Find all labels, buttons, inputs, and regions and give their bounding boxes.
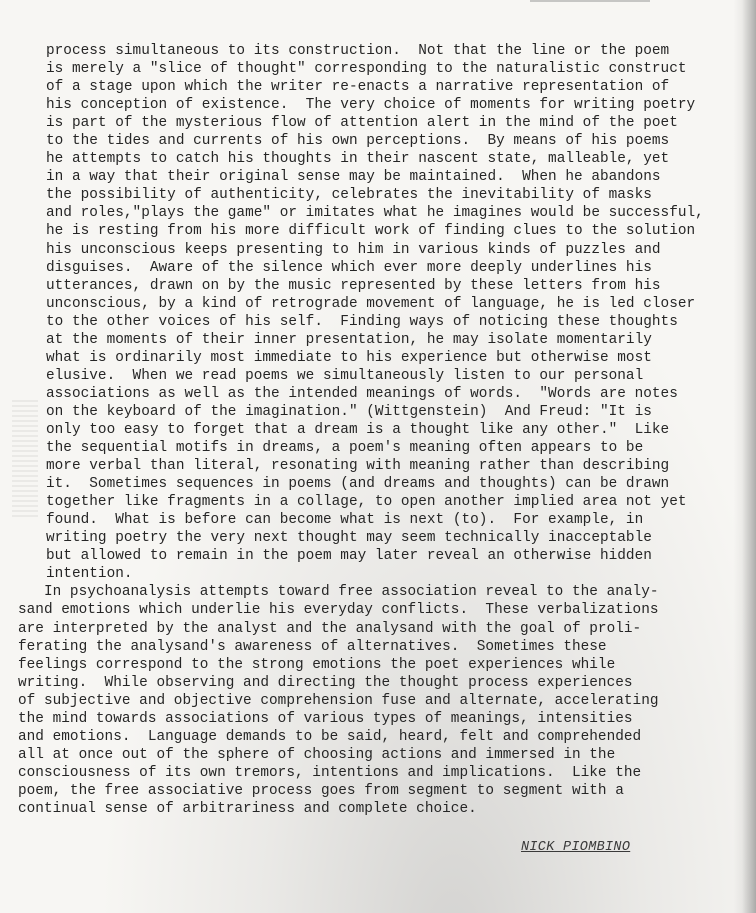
text-line: together like fragments in a collage, to open another implied area not yet — [46, 494, 687, 511]
text-line: is part of the mysterious flow of attention alert in the mind of the poet — [46, 115, 678, 132]
text-line: all at once out of the sphere of choosing actions and immersed in the — [18, 746, 616, 763]
page-edge-mark — [530, 0, 650, 2]
text-line: ferating the analysand's awareness of alternatives. Sometimes these — [18, 638, 607, 655]
text-line: disguises. Aware of the silence which ever more deeply underlines his — [46, 259, 652, 276]
text-line: found. What is before can become what is next (to). For example, in — [46, 512, 644, 529]
author-signature: NICK PIOMBINO — [521, 840, 631, 855]
text-line: of a stage upon which the writer re-enacts a narrative representation of — [46, 79, 670, 96]
text-line: is merely a "slice of thought" corresponding to the naturalistic construct — [46, 61, 687, 78]
text-line: on the keyboard of the imagination." (Wittgenstein) And Freud: "It is — [46, 403, 652, 420]
text-line: consciousness of its own tremors, intentions and implications. Like the — [18, 764, 642, 781]
text-line: sand emotions which underlie his everyday conflicts. These verbalizations — [18, 602, 659, 619]
text-line: he is resting from his more difficult work of finding clues to the solution — [46, 223, 696, 240]
text-line: unconscious, by a kind of retrograde movement of language, he is led closer — [46, 295, 696, 312]
text-line: associations as well as the intended meanings of words. "Words are notes — [46, 385, 678, 402]
text-line: In psychoanalysis attempts toward free association reveal to the analy- — [18, 584, 659, 601]
bleed-through-marks — [12, 400, 38, 520]
text-line: in a way that their original sense may be maintained. When he abandons — [46, 169, 661, 186]
text-line: what is ordinarily most immediate to his experience but otherwise most — [46, 349, 652, 366]
text-line: the possibility of authenticity, celebrates the inevitability of masks — [46, 187, 652, 204]
text-line: to the tides and currents of his own perceptions. By means of his poems — [46, 133, 670, 150]
paragraph-2 — [18, 583, 736, 818]
text-line: more verbal than literal, resonating with meaning rather than describing — [46, 458, 670, 475]
paragraph-1 — [46, 42, 736, 583]
text-line: of subjective and objective comprehension fuse and alternate, accelerating — [18, 692, 659, 709]
essay-text — [18, 42, 736, 818]
text-line: process simultaneous to its construction. Not that the line or the poem — [46, 43, 670, 59]
text-line: elusive. When we read poems we simultaneously listen to our personal — [46, 367, 644, 384]
text-line: his conception of existence. The very choice of moments for writing poetry — [46, 97, 696, 114]
text-line: the mind towards associations of various types of meanings, intensities — [18, 710, 633, 727]
text-line: writing poetry the very next thought may seem technically inacceptable — [46, 530, 652, 547]
text-line: and roles,"plays the game" or imitates what he imagines would be successful, — [46, 205, 704, 222]
text-line: the sequential motifs in dreams, a poem's meaning often appears to be — [46, 440, 644, 457]
page-right-edge-shadow — [742, 0, 756, 913]
text-line: and emotions. Language demands to be said, heard, felt and comprehended — [18, 728, 642, 745]
text-line: writing. While observing and directing the thought process experiences — [18, 674, 633, 691]
text-line: intention. — [46, 566, 133, 583]
text-line: poem, the free associative process goes from segment to segment with a — [18, 782, 624, 799]
text-line: he attempts to catch his thoughts in their nascent state, malleable, yet — [46, 151, 670, 168]
text-line: it. Sometimes sequences in poems (and dreams and thoughts) can be drawn — [46, 476, 670, 493]
text-line: feelings correspond to the strong emotions the poet experiences while — [18, 656, 616, 673]
text-line: his unconscious keeps presenting to him in various kinds of puzzles and — [46, 241, 661, 258]
text-line: only too easy to forget that a dream is a thought like any other." Like — [46, 421, 670, 438]
text-line: utterances, drawn on by the music represented by these letters from his — [46, 277, 661, 294]
text-line: continual sense of arbitrariness and complete choice. — [18, 800, 477, 817]
text-line: are interpreted by the analyst and the analysand with the goal of proli- — [18, 620, 642, 637]
text-line: at the moments of their inner presentation, he may isolate momentarily — [46, 331, 652, 348]
text-line: but allowed to remain in the poem may later reveal an otherwise hidden — [46, 548, 652, 565]
text-line: to the other voices of his self. Finding ways of noticing these thoughts — [46, 313, 678, 330]
